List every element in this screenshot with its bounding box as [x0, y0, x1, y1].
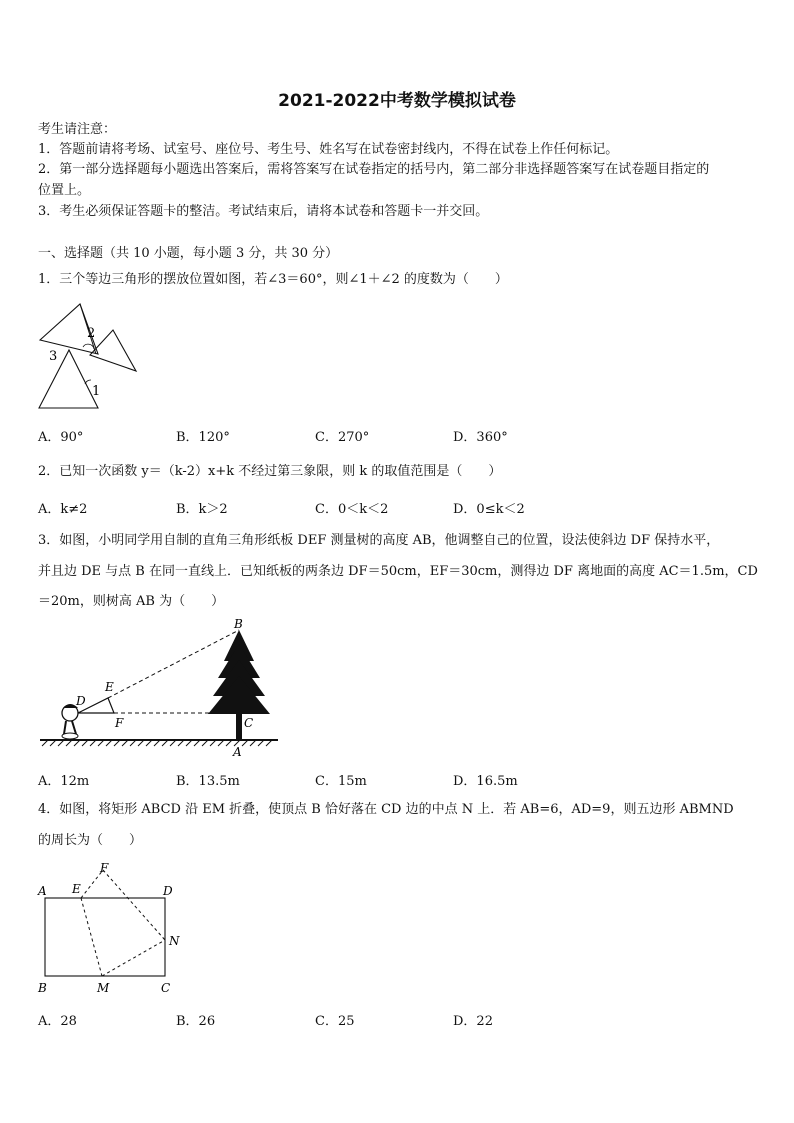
- q3-stem-line-1: 3．如图，小明同学用自制的直角三角形纸板 DEF 测量树的高度 AB，他调整自己的位置，设法使斜边 DF 保持水平，: [38, 533, 720, 548]
- rectangle-abcd: [45, 898, 165, 976]
- q1-option-a: A．90°: [38, 430, 84, 445]
- q4-stem-line-1: 4．如图，将矩形 ABCD 沿 EM 折叠，使顶点 B 恰好落在 CD 边的中点 N 上．若 AB=6，AD=9，则五边形 ABMND: [38, 802, 734, 817]
- q4-stem-line-2: 的周长为（ ）: [38, 833, 143, 848]
- notice-item-3: 3．考生必须保证答题卡的整洁。考试结束后，请将本试卷和答题卡一并交回。: [38, 204, 489, 219]
- person-icon: [62, 704, 78, 739]
- section-heading: 一、选择题（共 10 小题，每小题 3 分，共 30 分）: [38, 246, 339, 261]
- q2-option-d: D．0≤k＜2: [453, 502, 525, 517]
- q4-label-d: D: [163, 884, 173, 898]
- q2-stem: 2．已知一次函数 y＝（k-2）x+k 不经过第三象限，则 k 的取值范围是（ ）: [38, 464, 502, 479]
- q3-label-d: D: [76, 694, 86, 708]
- q3-option-b: B．13.5m: [176, 774, 240, 789]
- page-title: 2021-2022中考数学模拟试卷: [278, 91, 516, 111]
- q1-option-d: D．360°: [453, 430, 508, 445]
- q1-figure: [36, 300, 146, 415]
- q4-figure: [34, 858, 194, 998]
- q1-label-2: 2: [87, 326, 96, 341]
- q2-option-b: B．k＞2: [176, 502, 228, 517]
- q4-option-b: B．26: [176, 1014, 216, 1029]
- q3-option-c: C．15m: [315, 774, 367, 789]
- q4-option-c: C．25: [315, 1014, 355, 1029]
- q3-figure: [36, 616, 281, 761]
- q3-label-c: C: [244, 716, 254, 730]
- q2-option-c: C．0＜k＜2: [315, 502, 389, 517]
- q2-option-a: A．k≠2: [38, 502, 88, 517]
- q3-label-b: B: [234, 617, 243, 631]
- q4-label-m: M: [97, 981, 110, 995]
- tree-icon: [208, 630, 270, 740]
- q4-label-b: B: [38, 981, 47, 995]
- notice-item-2-cont: 位置上。: [38, 183, 91, 198]
- q1-triangle-bottom: [39, 350, 101, 408]
- notice-item-2: 2．第一部分选择题每小题选出答案后，需将答案写在试卷指定的括号内，第二部分非选择题答案写在试卷题目指定的: [38, 162, 710, 177]
- q3-stem-line-2: 并且边 DE 与点 B 在同一直线上．已知纸板的两条边 DF＝50cm，EF＝30cm，测得边 DF 离地面的高度 AC＝1.5m，CD: [38, 564, 758, 579]
- q4-label-e: E: [72, 882, 81, 896]
- q4-label-f: F: [100, 861, 109, 875]
- q4-option-a: A．28: [38, 1014, 77, 1029]
- q3-label-e: E: [105, 680, 114, 694]
- q3-option-a: A．12m: [38, 774, 90, 789]
- q1-option-b: B．120°: [176, 430, 230, 445]
- q3-option-d: D．16.5m: [453, 774, 518, 789]
- notice-heading: 考生请注意：: [38, 122, 117, 137]
- q1-stem: 1．三个等边三角形的摆放位置如图，若∠3＝60°，则∠1＋∠2 的度数为（ ）: [38, 272, 508, 287]
- q4-option-d: D．22: [453, 1014, 493, 1029]
- q4-label-n: N: [169, 934, 180, 948]
- q3-stem-line-3: ＝20m，则树高 AB 为（ ）: [38, 594, 225, 609]
- q1-label-3: 3: [49, 349, 58, 364]
- notice-item-1: 1．答题前请将考场、试室号、座位号、考生号、姓名写在试卷密封线内，不得在试卷上作任何标记。: [38, 142, 619, 157]
- q4-label-c: C: [161, 981, 171, 995]
- q4-label-a: A: [38, 884, 47, 898]
- q1-option-c: C．270°: [315, 430, 370, 445]
- q3-label-a: A: [233, 745, 242, 759]
- q1-label-1: 1: [92, 384, 101, 399]
- q3-label-f: F: [115, 716, 124, 730]
